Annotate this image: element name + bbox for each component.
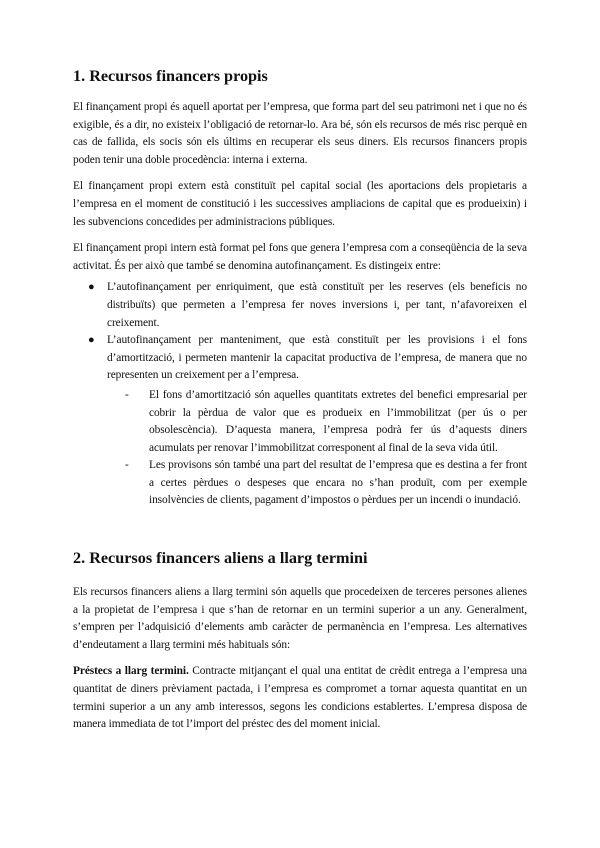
paragraph-internal-own-financing: El finançament propi intern està format pel fons que genera l’empresa com a conseqüència de la seva activitat. És per això que també se denomina autofinançament. Es distingeix entre: [73, 242, 527, 272]
paragraph-long-term-loans [73, 663, 527, 733]
list-item-text: L’autofinançament per manteniment, que està constituït per les provisions i el fons d’amortització, i permeten mantenir la capacitat productiva de l’empresa, de manera que no representen un creixement per a l’empresa. [107, 334, 527, 382]
loan-description: Contracte mitjançant el qual una entitat de crèdit entrega a l’empresa una quantitat de diners prèviament pactada, i l’empresa es compromet a tornar aquesta quantitat en un termini superior a un any amb interessos, segons les condicions establertes. L’empresa disposa de manera immediata de tot l’import del préstec des del moment inicial. [73, 665, 527, 731]
paragraph-own-financing-intro: El finançament propi és aquell aportat per l’empresa, que forma part del seu patrimoni net i que no és exigible, és a dir, no existeix l’obligació de retornar-lo. Ara bé, són els recursos de més risc perquè en cas de fallida, els socis són els últims en recuperar els seus diners. Els recursos financers propis poden tenir una doble procedència: interna i externa. [73, 101, 527, 166]
list-item-text: L’autofinançament per enriquiment, que està constituït per les reserves (els beneficis no distribuïts) que permeten a l’empresa fer noves inversions i, per tant, n’afavoreixen el creixement. [107, 281, 527, 329]
bullet-icon: ● [88, 281, 95, 294]
sub-list-item [73, 457, 527, 510]
bullet-icon: ● [88, 334, 95, 347]
bullet-list [73, 279, 527, 385]
sub-list-item-text: El fons d’amortització són aquelles quantitats extretes del benefici empresarial per cobrir la pèrdua de valor que es produeix en l’immobilitzat (per ús o per obsolescència). D’aquesta manera, l’empresa podrà fer ús d’aquests diners acumulats per renovar l’immobilitzat corresponent al final de la seva vida útil. [149, 388, 527, 454]
sub-list-item-text: Les provisons són també una part del resultat de l’empresa que es destina a fer front a certes pèrdues o despeses que encara no s’han produït, com per exemple insolvències de clients, pagament d’impostos o pèrdues per un incendi o inundació. [149, 459, 527, 507]
sub-list [73, 387, 527, 510]
dash-icon: - [125, 388, 129, 401]
list-item [73, 279, 527, 332]
list-item [73, 332, 527, 385]
loan-term-label: Préstecs a llarg termini. [73, 665, 189, 678]
section-1-heading: 1. Recursos financers propis [73, 67, 268, 85]
paragraph-external-own-financing: El finançament propi extern està constituït pel capital social (les aportacions dels propietaris a l’empresa en el moment de constitució i les successives ampliacions de capital que es produeixin) i les subvencions concedides per administracions públiques. [73, 180, 527, 228]
paragraph-long-term-liabilities: Els recursos financers aliens a llarg termini són aquells que procedeixen de terceres persones alienes a la propietat de l’empresa i que s’han de retornar en un termini superior a un any. Generalment, s’empren per l’adquisició d’elements amb caràcter de permanència en l’empresa. Les alternatives d’endeutament a llarg termini més habituals són: [73, 586, 527, 651]
dash-icon: - [125, 459, 129, 472]
document-page [73, 66, 527, 743]
sub-list-item [73, 387, 527, 457]
section-spacer [73, 510, 527, 548]
section-2-heading: 2. Recursos financers aliens a llarg termini [73, 549, 368, 568]
